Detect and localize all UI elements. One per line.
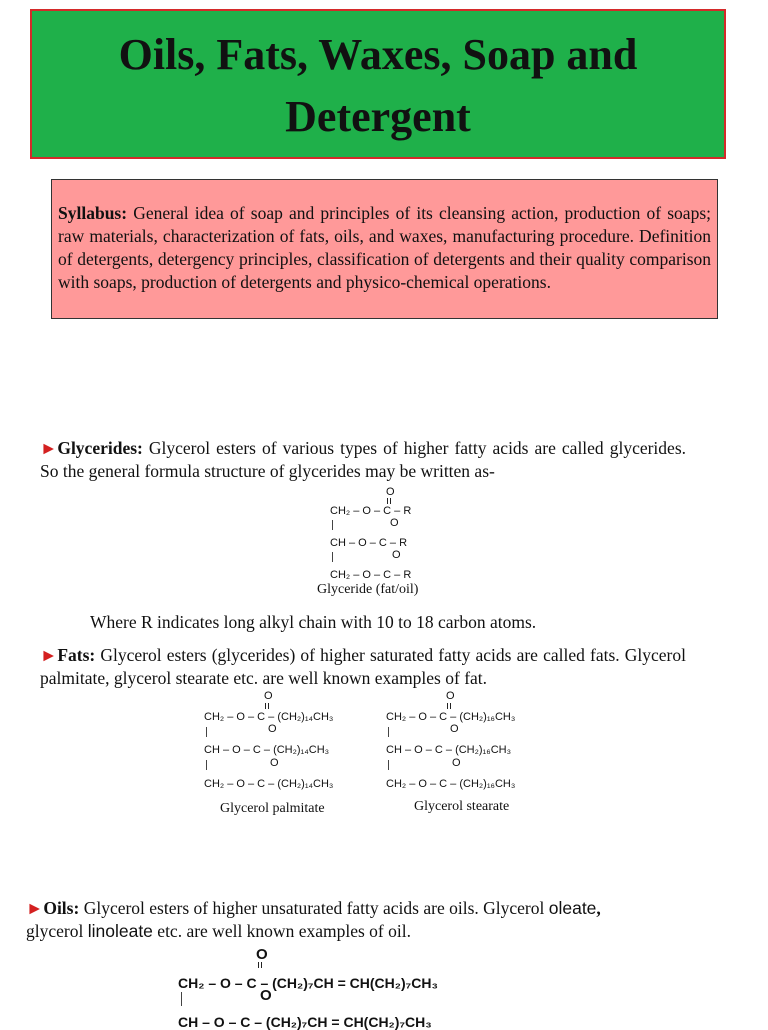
glycerol-palmitate-structure xyxy=(204,690,379,792)
oleate-row1: CH₂ – O – C – (CH₂)₇CH = CH(CH₂)₇CH₃ xyxy=(178,975,438,991)
bullet-triangle-icon: ► xyxy=(26,898,44,918)
structure-row3: CH₂ – O – C – R xyxy=(330,569,412,581)
oleate-word: oleate xyxy=(548,898,597,918)
bond-line xyxy=(388,727,389,737)
fats-paragraph xyxy=(40,644,686,690)
carbonyl-o: O xyxy=(268,723,277,735)
carbonyl-o: O xyxy=(260,987,272,1004)
double-bond-mark xyxy=(447,703,451,709)
bond-line xyxy=(206,727,207,737)
stearate-row1: CH₂ – O – C – (CH₂)₁₆CH₃ xyxy=(386,711,516,723)
stearate-caption: Glycerol stearate xyxy=(414,799,510,814)
palmitate-row2: CH – O – C – (CH₂)₁₄CH₃ xyxy=(204,744,330,756)
carbonyl-o: O xyxy=(386,486,395,498)
glyceride-caption: Glyceride (fat/oil) xyxy=(317,582,419,597)
oleate-row2: CH – O – C – (CH₂)₇CH = CH(CH₂)₇CH₃ xyxy=(178,1014,432,1030)
carbonyl-o: O xyxy=(392,549,401,561)
double-bond-mark xyxy=(265,703,269,709)
carbonyl-o: O xyxy=(390,517,399,529)
bullet-triangle-icon: ► xyxy=(40,645,58,665)
glycerides-note: Where R indicates long alkyl chain with 10 to 18 carbon atoms. xyxy=(90,612,537,632)
oils-label: Oils: xyxy=(43,898,80,918)
carbonyl-o: O xyxy=(270,757,279,769)
double-bond-mark xyxy=(258,962,262,968)
page-title-line2: Detergent xyxy=(285,92,471,141)
oils-comma: , xyxy=(596,898,601,918)
glycerol-oleate-structure xyxy=(178,946,578,1030)
palmitate-caption: Glycerol palmitate xyxy=(220,801,325,816)
carbonyl-o: O xyxy=(446,690,455,702)
carbonyl-o: O xyxy=(264,690,273,702)
structure-row1: CH₂ – O – C – R xyxy=(330,505,412,517)
oils-paragraph xyxy=(26,897,726,943)
linoleate-word: linoleate xyxy=(87,921,153,941)
stearate-row3: CH₂ – O – C – (CH₂)₁₆CH₃ xyxy=(386,778,516,790)
bond-line xyxy=(206,760,207,770)
palmitate-row1: CH₂ – O – C – (CH₂)₁₄CH₃ xyxy=(204,711,334,723)
syllabus-label: Syllabus: xyxy=(58,203,128,223)
carbonyl-o: O xyxy=(452,757,461,769)
bond-line xyxy=(181,992,182,1006)
fats-label: Fats: xyxy=(57,645,96,665)
bond-line xyxy=(332,520,333,530)
palmitate-row3: CH₂ – O – C – (CH₂)₁₄CH₃ xyxy=(204,778,334,790)
oils-text: Glycerol esters of higher unsaturated fatty acids are oils. Glycerol xyxy=(79,898,549,918)
carbonyl-o: O xyxy=(256,946,268,963)
syllabus-box xyxy=(51,179,718,319)
glycerides-text: Glycerol esters of various types of higher fatty acids are called glycerides. So the general formula structure of glycerides may be written as- xyxy=(40,438,686,481)
glycerol-stearate-structure xyxy=(386,690,561,792)
glycerides-label: Glycerides: xyxy=(57,438,143,458)
page-title-line1: Oils, Fats, Waxes, Soap and xyxy=(118,30,638,79)
bond-line xyxy=(388,760,389,770)
oils-line2-start: glycerol xyxy=(26,921,88,941)
stearate-row2: CH – O – C – (CH₂)₁₆CH₃ xyxy=(386,744,512,756)
bond-line xyxy=(332,552,333,562)
syllabus-text: General idea of soap and principles of its cleansing action, production of soaps; raw materials, characterization of fats, oils, and waxes, manufacturing procedure. Definition of detergents, detergency principles, classification of detergents and their quality comparison with soaps, production of detergents and physico-chemical operations. xyxy=(58,203,711,292)
glycerides-paragraph xyxy=(40,437,686,483)
structure-row2: CH – O – C – R xyxy=(330,537,408,549)
title-banner xyxy=(30,9,726,159)
fats-text: Glycerol esters (glycerides) of higher saturated fatty acids are called fats. Glycerol palmitate, glycerol stearate etc. are well known examples of fat. xyxy=(40,645,686,688)
double-bond-mark xyxy=(387,498,391,504)
bullet-triangle-icon: ► xyxy=(40,438,58,458)
glyceride-structure xyxy=(330,486,470,582)
carbonyl-o: O xyxy=(450,723,459,735)
oils-line2-end: etc. are well known examples of oil. xyxy=(152,921,411,941)
